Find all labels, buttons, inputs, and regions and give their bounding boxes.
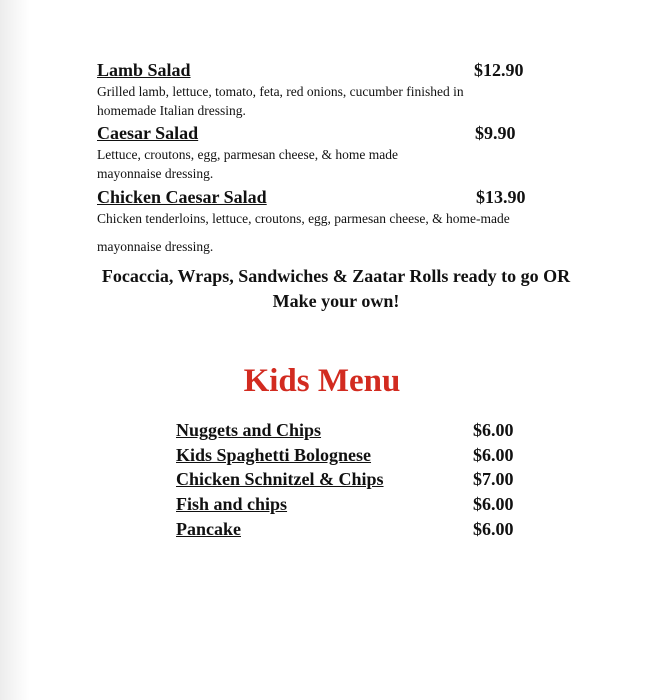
item-name: Lamb Salad [97, 60, 191, 80]
kids-item-price: $6.00 [473, 420, 514, 440]
notice-line: Focaccia, Wraps, Sandwiches & Zaatar Rolls ready to go OR [101, 266, 571, 286]
ready-to-go-notice [60, 264, 612, 314]
description-line: homemade Italian dressing. [97, 103, 246, 118]
kids-menu-item [176, 420, 536, 444]
kids-item-price: $7.00 [473, 469, 514, 489]
description-line: mayonnaise dressing. [97, 166, 214, 181]
kids-item-price: $6.00 [473, 519, 514, 539]
kids-item-name: Fish and chips [176, 494, 288, 514]
description-line: Chicken tenderloins, lettuce, croutons, egg, parmesan cheese, & home-made [97, 211, 510, 226]
item-description [97, 82, 537, 120]
kids-menu-item [176, 519, 536, 543]
item-price: $13.90 [476, 187, 526, 207]
kids-menu-item [176, 494, 536, 518]
kids-item-price: $6.00 [473, 494, 514, 514]
item-description [97, 145, 537, 183]
description-line: mayonnaise dressing. [97, 239, 214, 254]
scanned-page-edge [0, 0, 30, 700]
item-name: Chicken Caesar Salad [97, 187, 267, 207]
item-price: $9.90 [475, 123, 516, 143]
description-line: Grilled lamb, lettuce, tomato, feta, red onions, cucumber finished in [97, 84, 464, 99]
item-price: $12.90 [474, 60, 524, 80]
notice-line: Make your own! [272, 291, 400, 311]
kids-item-name: Pancake [176, 519, 241, 539]
kids-menu-item [176, 445, 536, 469]
item-name: Caesar Salad [97, 123, 199, 143]
kids-item-name: Kids Spaghetti Bolognese [176, 445, 372, 465]
description-line: Lettuce, croutons, egg, parmesan cheese, & home made [97, 147, 399, 162]
kids-item-name: Chicken Schnitzel & Chips [176, 469, 384, 489]
item-description [97, 205, 537, 261]
kids-item-name: Nuggets and Chips [176, 420, 322, 440]
kids-menu-title: Kids Menu [243, 363, 401, 399]
kids-item-price: $6.00 [473, 445, 514, 465]
kids-menu-item [176, 469, 536, 493]
